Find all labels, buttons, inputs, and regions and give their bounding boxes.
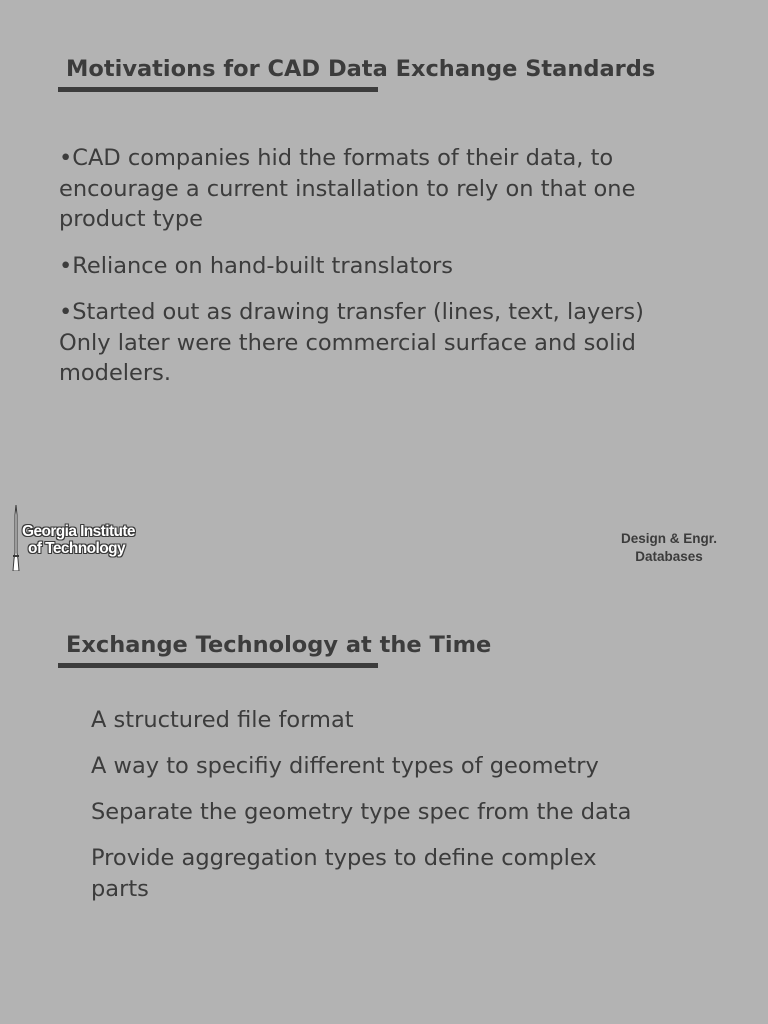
- slide-title: Exchange Technology at the Time: [66, 632, 492, 658]
- title-underline: [58, 87, 378, 92]
- list-item: A structured file format: [91, 707, 354, 733]
- bullet-item: •Started out as drawing transfer (lines, text, layers) Only later were there commercial surface and solid modelers.: [59, 299, 644, 386]
- list-item: Provide aggregation types to define complex parts: [91, 845, 597, 902]
- item-list: [91, 705, 651, 920]
- slide-exchange-technology: [0, 590, 768, 1024]
- tower-spire-icon: [10, 505, 22, 571]
- title-underline: [58, 663, 378, 668]
- course-line-2: Databases: [635, 549, 703, 564]
- bullet-item: •Reliance on hand-built translators: [59, 252, 454, 279]
- bullet-item: •CAD companies hid the formats of their data, to encourage a current installation to rely on that one product type: [59, 145, 636, 232]
- course-line-1: Design & Engr.: [620, 531, 718, 546]
- logo-line-1: Georgia Institute: [22, 523, 135, 540]
- slide-title: Motivations for CAD Data Exchange Standards: [66, 56, 656, 82]
- logo-line-2: of Technology: [28, 540, 125, 557]
- bullet-list: [59, 143, 679, 405]
- course-label: [600, 530, 738, 566]
- georgia-tech-logo: [10, 505, 180, 571]
- list-item: Separate the geometry type spec from the data: [91, 799, 632, 825]
- list-item: A way to specifiy different types of geometry: [91, 753, 599, 779]
